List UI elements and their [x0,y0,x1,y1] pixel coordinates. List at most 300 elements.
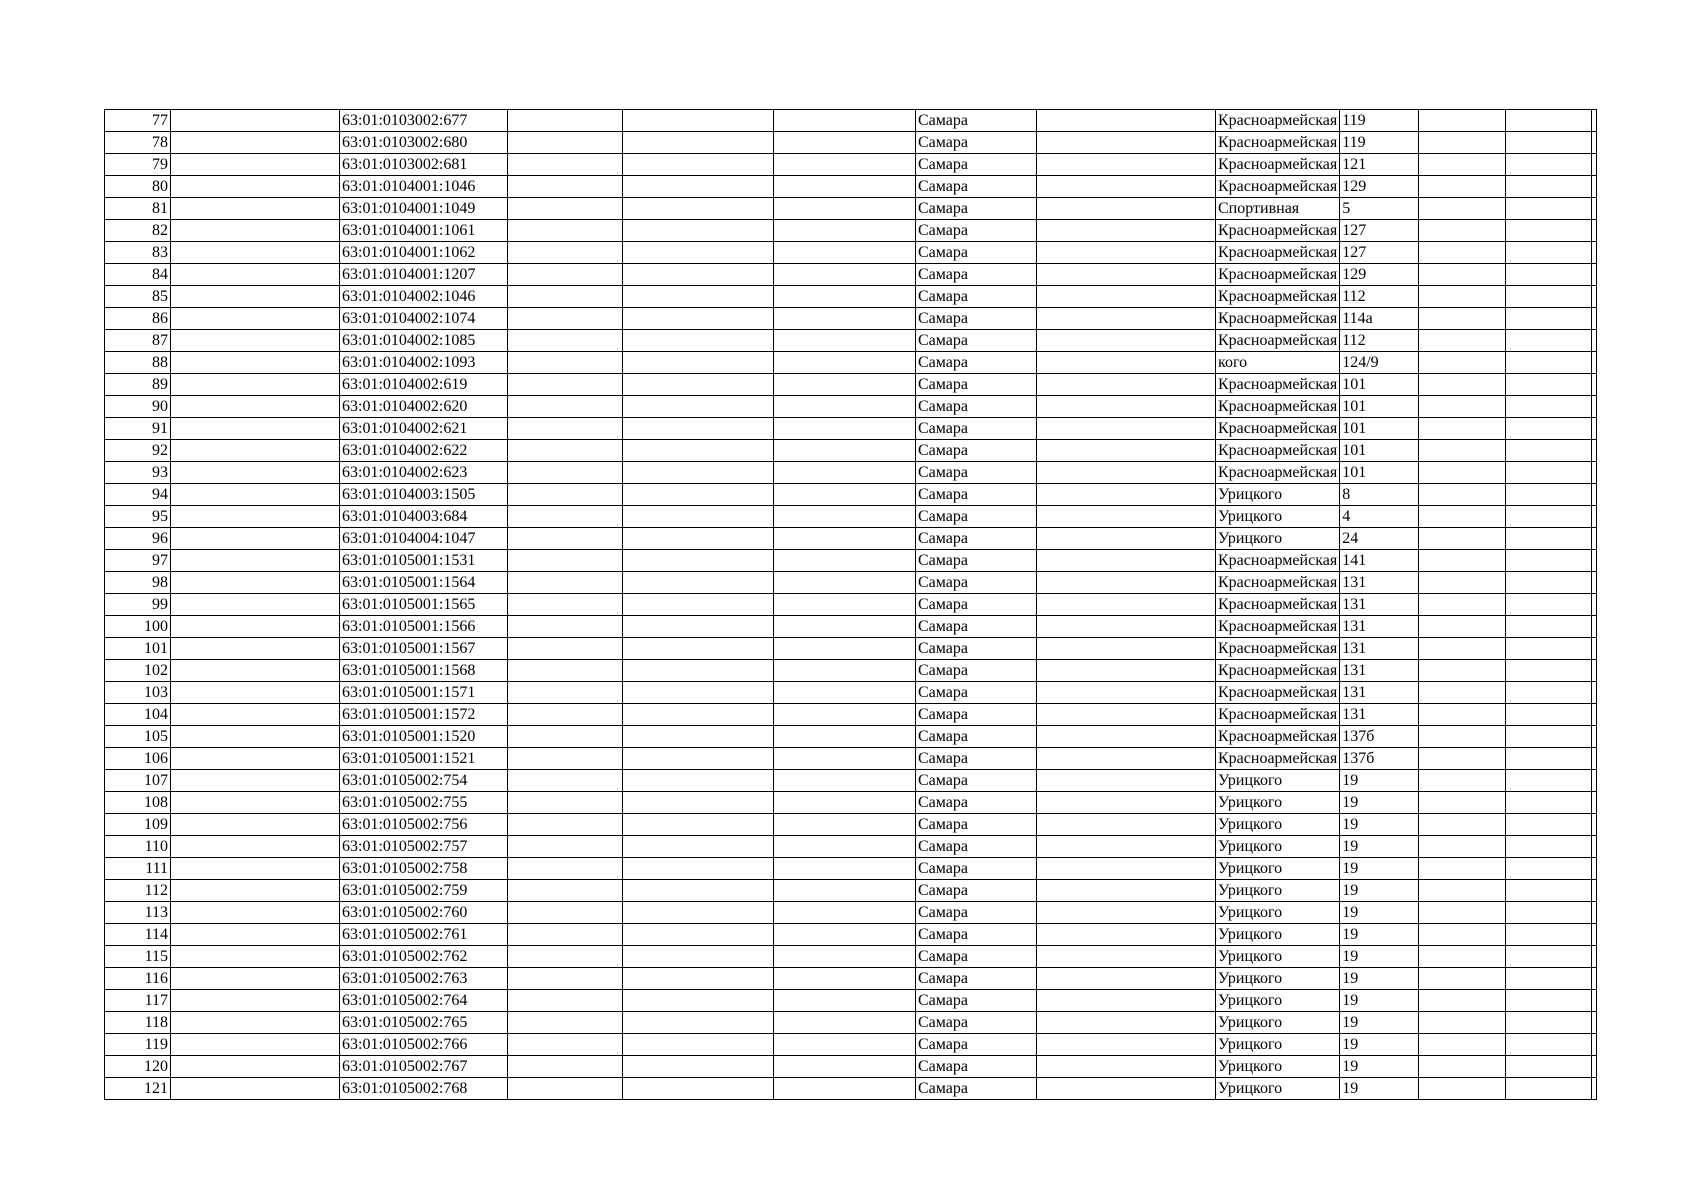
table-row [105,968,1597,990]
house-number-cell: 119 [1340,132,1419,154]
empty-cell [1506,286,1592,308]
row-number-cell: 79 [105,154,171,176]
empty-cell [1506,396,1592,418]
empty-cell [1037,1012,1216,1034]
street-cell: Урицкого [1216,902,1340,924]
empty-cell [508,1056,623,1078]
empty-cell [1419,550,1506,572]
empty-cell [1506,550,1592,572]
city-cell: Самара [916,154,1037,176]
empty-cell [1419,110,1506,132]
empty-cell [1592,814,1597,836]
cadastral-number-cell: 63:01:0105002:760 [340,902,508,924]
cadastral-number-cell: 63:01:0104004:1047 [340,528,508,550]
table-row [105,484,1597,506]
empty-cell [1419,968,1506,990]
city-cell: Самара [916,1056,1037,1078]
street-cell: Урицкого [1216,1078,1340,1100]
city-cell: Самара [916,1034,1037,1056]
cadastral-number-cell: 63:01:0103002:677 [340,110,508,132]
row-number-cell: 102 [105,660,171,682]
empty-cell [1592,220,1597,242]
empty-cell [1592,1034,1597,1056]
empty-cell [508,638,623,660]
empty-cell [1592,990,1597,1012]
house-number-cell: 19 [1340,968,1419,990]
empty-cell [1419,726,1506,748]
empty-cell [508,594,623,616]
empty-cell [1037,220,1216,242]
empty-cell [1506,990,1592,1012]
empty-cell [1037,374,1216,396]
house-number-cell: 112 [1340,330,1419,352]
empty-cell [1506,814,1592,836]
empty-cell [1419,902,1506,924]
empty-cell [774,594,916,616]
row-number-cell: 89 [105,374,171,396]
empty-cell [623,440,774,462]
empty-cell [1592,198,1597,220]
empty-cell [623,550,774,572]
empty-cell [623,968,774,990]
street-cell: Красноармейская [1216,264,1340,286]
empty-cell [508,572,623,594]
table-row [105,990,1597,1012]
row-number-cell: 98 [105,572,171,594]
empty-cell [1419,418,1506,440]
cadastral-number-cell: 63:01:0105001:1520 [340,726,508,748]
house-number-cell: 101 [1340,462,1419,484]
row-number-cell: 88 [105,352,171,374]
empty-cell [508,308,623,330]
empty-cell [774,660,916,682]
empty-cell [1037,132,1216,154]
table-row [105,902,1597,924]
cadastral-number-cell: 63:01:0105002:766 [340,1034,508,1056]
empty-cell [623,660,774,682]
empty-cell [1419,638,1506,660]
empty-cell [1419,814,1506,836]
table-row [105,792,1597,814]
empty-cell [1037,528,1216,550]
empty-cell [1037,1034,1216,1056]
empty-cell [1592,396,1597,418]
empty-cell [774,616,916,638]
empty-cell [1419,330,1506,352]
empty-cell [1419,594,1506,616]
empty-cell [1037,462,1216,484]
table-row [105,110,1597,132]
cadastral-number-cell: 63:01:0104001:1062 [340,242,508,264]
empty-cell [508,704,623,726]
city-cell: Самара [916,858,1037,880]
table-row [105,858,1597,880]
table-row [105,154,1597,176]
empty-cell [508,726,623,748]
empty-cell [1037,638,1216,660]
table-row [105,264,1597,286]
empty-cell [774,484,916,506]
empty-cell [171,638,340,660]
empty-cell [1506,616,1592,638]
empty-cell [774,770,916,792]
empty-cell [1592,352,1597,374]
cadastral-number-cell: 63:01:0104002:1085 [340,330,508,352]
row-number-cell: 78 [105,132,171,154]
empty-cell [171,946,340,968]
empty-cell [171,1078,340,1100]
empty-cell [171,374,340,396]
empty-cell [1037,506,1216,528]
cadastral-number-cell: 63:01:0105002:763 [340,968,508,990]
row-number-cell: 101 [105,638,171,660]
table-row [105,946,1597,968]
table-row [105,1056,1597,1078]
empty-cell [1419,154,1506,176]
empty-cell [1592,550,1597,572]
empty-cell [1419,1078,1506,1100]
empty-cell [1506,1034,1592,1056]
cadastral-number-cell: 63:01:0104001:1049 [340,198,508,220]
street-cell: Красноармейская [1216,462,1340,484]
empty-cell [1592,484,1597,506]
empty-cell [1506,858,1592,880]
empty-cell [623,880,774,902]
empty-cell [774,264,916,286]
empty-cell [508,330,623,352]
street-cell: Урицкого [1216,858,1340,880]
empty-cell [171,1056,340,1078]
street-cell: Красноармейская [1216,616,1340,638]
empty-cell [623,704,774,726]
cadastral-number-cell: 63:01:0105001:1568 [340,660,508,682]
empty-cell [623,792,774,814]
empty-cell [1506,1056,1592,1078]
empty-cell [623,484,774,506]
empty-cell [1037,110,1216,132]
empty-cell [1506,462,1592,484]
house-number-cell: 141 [1340,550,1419,572]
city-cell: Самара [916,374,1037,396]
house-number-cell: 131 [1340,572,1419,594]
empty-cell [171,396,340,418]
empty-cell [508,748,623,770]
table-row [105,132,1597,154]
empty-cell [1506,638,1592,660]
table-row [105,550,1597,572]
empty-cell [1037,308,1216,330]
row-number-cell: 106 [105,748,171,770]
city-cell: Самара [916,616,1037,638]
empty-cell [508,154,623,176]
empty-cell [171,770,340,792]
empty-cell [774,902,916,924]
empty-cell [1419,616,1506,638]
empty-cell [508,616,623,638]
city-cell: Самара [916,220,1037,242]
city-cell: Самара [916,176,1037,198]
table-row [105,396,1597,418]
table-row [105,682,1597,704]
empty-cell [1419,946,1506,968]
city-cell: Самара [916,792,1037,814]
empty-cell [171,594,340,616]
empty-cell [623,1056,774,1078]
row-number-cell: 93 [105,462,171,484]
street-cell: Урицкого [1216,990,1340,1012]
empty-cell [1592,440,1597,462]
row-number-cell: 107 [105,770,171,792]
city-cell: Самара [916,330,1037,352]
empty-cell [171,264,340,286]
empty-cell [171,242,340,264]
table-row [105,638,1597,660]
table-row [105,704,1597,726]
street-cell: Красноармейская [1216,418,1340,440]
empty-cell [171,616,340,638]
empty-cell [623,1012,774,1034]
table-body [105,110,1597,1100]
empty-cell [508,902,623,924]
row-number-cell: 103 [105,682,171,704]
empty-cell [1419,1056,1506,1078]
table-row [105,242,1597,264]
row-number-cell: 100 [105,616,171,638]
city-cell: Самара [916,682,1037,704]
empty-cell [171,132,340,154]
cadastral-number-cell: 63:01:0105001:1531 [340,550,508,572]
house-number-cell: 19 [1340,836,1419,858]
table-row [105,528,1597,550]
empty-cell [171,814,340,836]
city-cell: Самара [916,264,1037,286]
empty-cell [1037,990,1216,1012]
city-cell: Самара [916,902,1037,924]
street-cell: Красноармейская [1216,110,1340,132]
document-table [104,109,1597,1100]
table-row [105,1078,1597,1100]
empty-cell [1592,1012,1597,1034]
empty-cell [1037,176,1216,198]
empty-cell [1419,770,1506,792]
empty-cell [774,1034,916,1056]
street-cell: Красноармейская [1216,132,1340,154]
empty-cell [623,748,774,770]
empty-cell [1419,286,1506,308]
empty-cell [1037,704,1216,726]
city-cell: Самара [916,308,1037,330]
house-number-cell: 131 [1340,660,1419,682]
empty-cell [1592,946,1597,968]
empty-cell [1592,638,1597,660]
house-number-cell: 19 [1340,990,1419,1012]
empty-cell [171,550,340,572]
empty-cell [508,770,623,792]
empty-cell [1592,704,1597,726]
house-number-cell: 19 [1340,1078,1419,1100]
empty-cell [623,770,774,792]
street-cell: Урицкого [1216,528,1340,550]
cadastral-number-cell: 63:01:0105002:768 [340,1078,508,1100]
empty-cell [1506,528,1592,550]
empty-cell [171,880,340,902]
cadastral-number-cell: 63:01:0104002:1093 [340,352,508,374]
empty-cell [623,462,774,484]
empty-cell [1592,374,1597,396]
empty-cell [1419,660,1506,682]
cadastral-number-cell: 63:01:0104002:1046 [340,286,508,308]
street-cell: Урицкого [1216,1012,1340,1034]
empty-cell [1037,330,1216,352]
empty-cell [623,110,774,132]
empty-cell [508,814,623,836]
empty-cell [1592,418,1597,440]
cadastral-number-cell: 63:01:0105001:1521 [340,748,508,770]
empty-cell [623,374,774,396]
empty-cell [623,836,774,858]
house-number-cell: 19 [1340,1012,1419,1034]
empty-cell [1506,352,1592,374]
house-number-cell: 19 [1340,1056,1419,1078]
cadastral-number-cell: 63:01:0105002:761 [340,924,508,946]
house-number-cell: 124/9 [1340,352,1419,374]
empty-cell [1592,594,1597,616]
empty-cell [1037,1056,1216,1078]
city-cell: Самара [916,968,1037,990]
cadastral-number-cell: 63:01:0105002:767 [340,1056,508,1078]
empty-cell [1419,858,1506,880]
empty-cell [1037,550,1216,572]
empty-cell [1506,198,1592,220]
empty-cell [1419,704,1506,726]
empty-cell [171,462,340,484]
row-number-cell: 113 [105,902,171,924]
cadastral-number-cell: 63:01:0105002:764 [340,990,508,1012]
table-row [105,1034,1597,1056]
empty-cell [171,198,340,220]
empty-cell [1037,858,1216,880]
table-row [105,1012,1597,1034]
empty-cell [623,308,774,330]
empty-cell [1506,440,1592,462]
empty-cell [508,1078,623,1100]
empty-cell [508,660,623,682]
cadastral-number-cell: 63:01:0104001:1046 [340,176,508,198]
empty-cell [1037,440,1216,462]
empty-cell [774,242,916,264]
empty-cell [1592,506,1597,528]
table-row [105,176,1597,198]
empty-cell [623,726,774,748]
empty-cell [1506,748,1592,770]
empty-cell [171,418,340,440]
cadastral-number-cell: 63:01:0105002:762 [340,946,508,968]
house-number-cell: 112 [1340,286,1419,308]
empty-cell [774,330,916,352]
empty-cell [1419,396,1506,418]
empty-cell [774,836,916,858]
empty-cell [1506,330,1592,352]
empty-cell [508,858,623,880]
city-cell: Самара [916,506,1037,528]
house-number-cell: 137б [1340,726,1419,748]
row-number-cell: 104 [105,704,171,726]
table-row [105,748,1597,770]
city-cell: Самара [916,836,1037,858]
cadastral-number-cell: 63:01:0104002:623 [340,462,508,484]
empty-cell [1592,264,1597,286]
city-cell: Самара [916,594,1037,616]
house-number-cell: 129 [1340,176,1419,198]
empty-cell [623,396,774,418]
empty-cell [1037,396,1216,418]
house-number-cell: 137б [1340,748,1419,770]
empty-cell [1419,374,1506,396]
house-number-cell: 127 [1340,242,1419,264]
empty-cell [1037,902,1216,924]
cadastral-number-cell: 63:01:0105002:758 [340,858,508,880]
empty-cell [1506,770,1592,792]
empty-cell [774,572,916,594]
empty-cell [774,110,916,132]
empty-cell [171,440,340,462]
empty-cell [774,462,916,484]
empty-cell [1592,858,1597,880]
empty-cell [1037,726,1216,748]
empty-cell [1592,572,1597,594]
empty-cell [774,176,916,198]
empty-cell [508,352,623,374]
empty-cell [1592,308,1597,330]
city-cell: Самара [916,880,1037,902]
street-cell: Красноармейская [1216,726,1340,748]
street-cell: Красноармейская [1216,550,1340,572]
empty-cell [774,1078,916,1100]
row-number-cell: 86 [105,308,171,330]
empty-cell [774,374,916,396]
street-cell: Урицкого [1216,946,1340,968]
empty-cell [1037,770,1216,792]
row-number-cell: 90 [105,396,171,418]
empty-cell [1592,286,1597,308]
house-number-cell: 8 [1340,484,1419,506]
empty-cell [623,198,774,220]
empty-cell [508,484,623,506]
street-cell: Красноармейская [1216,286,1340,308]
empty-cell [508,1034,623,1056]
empty-cell [1037,616,1216,638]
empty-cell [623,330,774,352]
cadastral-number-cell: 63:01:0105002:757 [340,836,508,858]
city-cell: Самара [916,638,1037,660]
empty-cell [508,462,623,484]
empty-cell [1592,1078,1597,1100]
row-number-cell: 120 [105,1056,171,1078]
empty-cell [508,946,623,968]
row-number-cell: 97 [105,550,171,572]
empty-cell [774,682,916,704]
empty-cell [171,660,340,682]
empty-cell [171,286,340,308]
house-number-cell: 131 [1340,616,1419,638]
city-cell: Самара [916,286,1037,308]
table-row [105,660,1597,682]
table-row [105,616,1597,638]
cadastral-number-cell: 63:01:0105002:754 [340,770,508,792]
street-cell: Урицкого [1216,770,1340,792]
empty-cell [774,880,916,902]
empty-cell [1419,198,1506,220]
